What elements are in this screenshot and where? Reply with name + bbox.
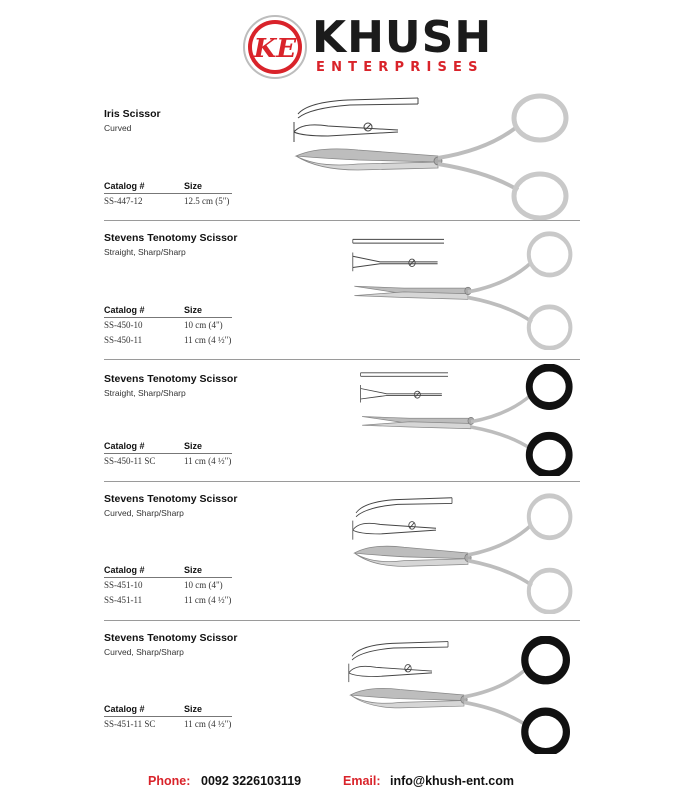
size-value: 11 cm (4 ½"): [184, 335, 232, 345]
email-label: Email:: [343, 774, 381, 788]
catalog-number: SS-447-12: [104, 196, 143, 206]
catalog-number: SS-450-11: [104, 335, 143, 345]
table-rule: [104, 453, 232, 454]
email-address[interactable]: info@khush-ent.com: [390, 774, 514, 788]
phone-number[interactable]: 0092 3226103119: [201, 774, 302, 788]
brand-header: [0, 0, 689, 90]
catalog-number: SS-450-10: [104, 320, 143, 330]
product-subtitle: Curved, Sharp/Sharp: [104, 508, 184, 518]
table-rule: [104, 317, 232, 318]
catalog-number: SS-451-10: [104, 580, 143, 590]
product-title: Iris Scissor: [104, 108, 161, 120]
product-subtitle: Straight, Sharp/Sharp: [104, 247, 186, 257]
catalog-header: Catalog #: [104, 704, 145, 714]
logo-letters: KE: [253, 34, 297, 64]
scissor-image-2: [348, 230, 588, 350]
catalog-number: SS-450-11 SC: [104, 456, 156, 466]
section-divider: [104, 359, 580, 360]
product-title: Stevens Tenotomy Scissor: [104, 632, 238, 644]
product-title: Stevens Tenotomy Scissor: [104, 373, 238, 385]
table-rule: [104, 577, 232, 578]
size-header: Size: [184, 704, 203, 714]
scissor-image-1: [288, 92, 588, 220]
size-header: Size: [184, 441, 203, 451]
product-title: Stevens Tenotomy Scissor: [104, 232, 238, 244]
size-header: Size: [184, 305, 203, 315]
size-header: Size: [184, 181, 203, 191]
section-divider: [104, 620, 580, 621]
product-title: Stevens Tenotomy Scissor: [104, 493, 238, 505]
size-value: 12.5 cm (5"): [184, 196, 230, 206]
product-subtitle: Curved, Sharp/Sharp: [104, 647, 184, 657]
size-value: 11 cm (4 ½"): [184, 595, 232, 605]
table-rule: [104, 716, 232, 717]
size-header: Size: [184, 565, 203, 575]
section-divider: [104, 220, 580, 221]
product-subtitle: Straight, Sharp/Sharp: [104, 388, 186, 398]
size-value: 11 cm (4 ½"): [184, 719, 232, 729]
catalog-number: SS-451-11: [104, 595, 143, 605]
scissor-image-3: [356, 364, 586, 476]
catalog-header: Catalog #: [104, 305, 145, 315]
section-divider: [104, 481, 580, 482]
table-rule: [104, 193, 232, 194]
size-value: 11 cm (4 ½"): [184, 456, 232, 466]
contact-footer: [0, 774, 689, 794]
product-subtitle: Curved: [104, 123, 132, 133]
catalog-header: Catalog #: [104, 181, 145, 191]
scissor-image-4: [348, 492, 588, 614]
brand-subtitle: ENTERPRISES: [316, 60, 484, 75]
catalog-number: SS-451-11 SC: [104, 719, 156, 729]
phone-label: Phone:: [148, 774, 191, 788]
size-value: 10 cm (4"): [184, 580, 223, 590]
size-value: 10 cm (4"): [184, 320, 223, 330]
scissor-image-5: [344, 636, 584, 754]
catalog-header: Catalog #: [104, 565, 145, 575]
catalog-header: Catalog #: [104, 441, 145, 451]
brand-logo-icon: [242, 14, 308, 80]
brand-name: KHUSH: [312, 12, 493, 63]
